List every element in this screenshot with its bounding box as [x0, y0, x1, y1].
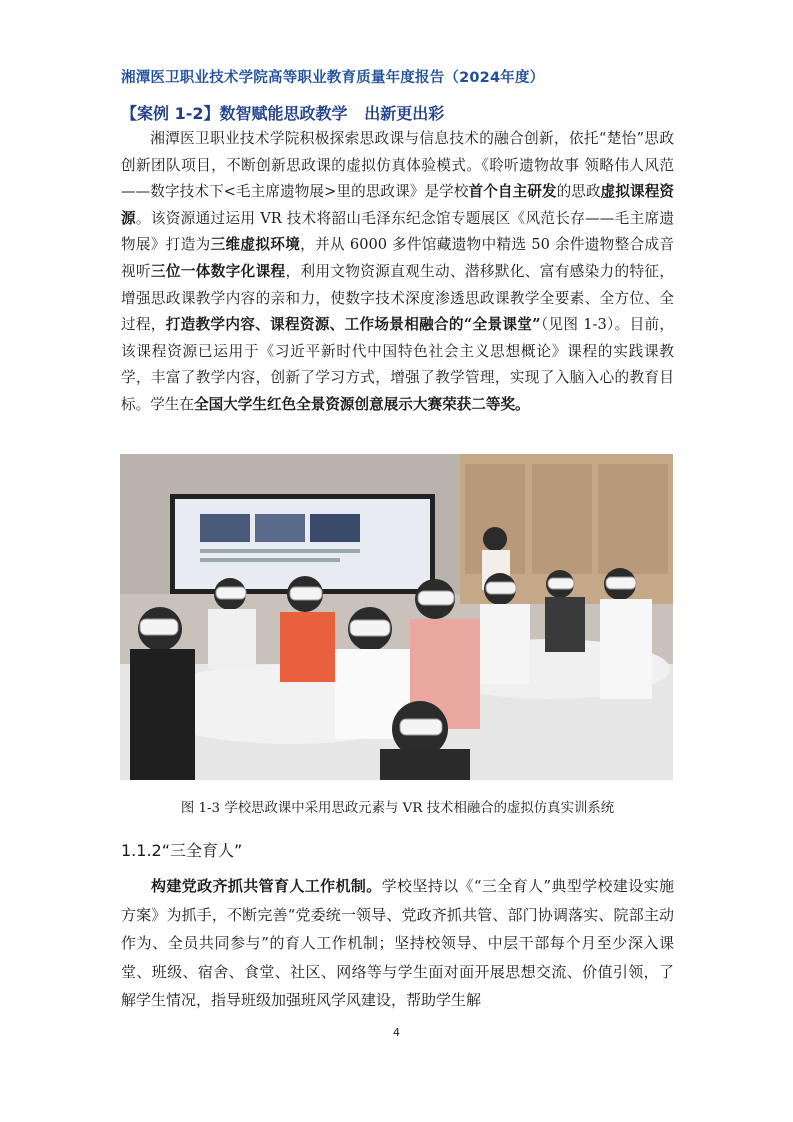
case-run: （见图 1-3）。目前，该课程资源已运用于《习近平新时代中国特色社会主义思想概论》课程的实践课教学，丰富了教学内容，创新了学习方式，增强了教学管理，实现了入脑入心的教育目标。学生在: [121, 316, 674, 413]
case-run: 全国大学生红色全景资源创意展示大赛荣获二等奖。: [193, 395, 530, 413]
section-title: 1.1.2“三全育人”: [121, 841, 243, 860]
case-title: [121, 101, 681, 124]
case-run: 虚拟课程资源: [121, 183, 674, 227]
photo-illustration: [120, 454, 673, 780]
case-run: 首个自主研发: [468, 183, 557, 201]
report-header: 湘潭医卫职业技术学院高等职业教育质量年度报告（2024年度）: [121, 70, 545, 86]
body-run: 构建党政齐抓共管育人工作机制。: [151, 877, 382, 895]
page-number: 4: [393, 1026, 400, 1039]
case-paragraph: [121, 126, 674, 419]
classroom-vr-photo: [120, 454, 673, 780]
body-run: 学校坚持以《“三全育人”典型学校建设实施方案》为抓手，不断完善“党委统一领导、党政齐抓共管、部门协调落实、院部主动作为、全员共同参与”的育人工作机制；坚持校领导、中层干部每个月至少深入课堂、班级、宿舍、食堂、社区、网络等与学生面对面开展思想交流、价值引领，了解学生情况，指导班级加强班风学风建设，帮助学生解: [121, 877, 674, 1010]
case-run: ，并从 6000 多件馆藏遗物中精选 50 余件遗物整合成音视听: [121, 236, 674, 280]
case-run: 湘潭医卫职业技术学院积极探索思政课与信息技术的融合创新，依托“楚怡”思政创新团队项目，不断创新思政课的虚拟仿真体验模式。《聆听遗物故事 领略伟人风范——数字技术下<毛主席遗物展>里的思政课》是学校: [121, 130, 674, 201]
case-run: 。该资源通过运用 VR 技术将韶山毛泽东纪念馆专题展区《风范长存——毛主席遗物展》打造为: [121, 209, 674, 254]
case-label: 【案例 1-2】数智赋能思政教学: [121, 104, 348, 123]
case-run: ，利用文物资源直观生动、潜移默化、富有感染力的特征，增强思政课教学内容的亲和力，使数字技术深度渗透思政课教学全要素、全方位、全过程，: [121, 262, 674, 334]
case-run: 三位一体数字化课程: [150, 262, 286, 280]
case-run: 打造教学内容、课程资源、工作场景相融合的“全景课堂”: [165, 316, 541, 334]
figure-caption: 图 1-3 学校思政课中采用思政元素与 VR 技术相融合的虚拟仿真实训系统: [180, 801, 615, 816]
case-run: 三维虚拟环境: [210, 236, 301, 254]
case-subtitle: 出新更出彩: [364, 104, 445, 123]
case-run: 的思政: [556, 183, 601, 201]
body-paragraph: [121, 872, 674, 1015]
